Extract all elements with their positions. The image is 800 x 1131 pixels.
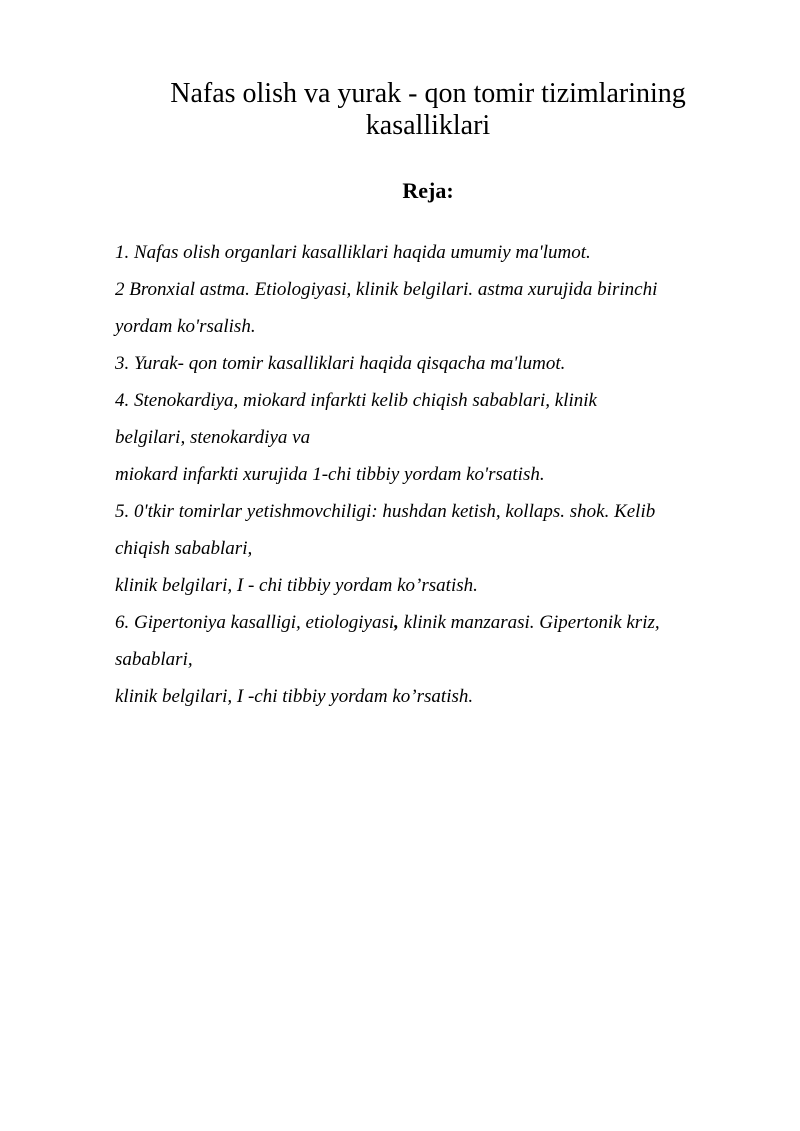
plan-list xyxy=(115,234,755,715)
plan-line xyxy=(115,604,755,641)
title-line-1: Nafas olish va yurak - qon tomir tizimlarining xyxy=(170,78,686,109)
plan-line: 3. Yurak- qon tomir kasalliklari haqida qisqacha ma'lumot. xyxy=(115,353,566,374)
plan-line: 4. Stenokardiya, miokard infarkti kelib chiqish sabablari, klinik xyxy=(115,390,597,411)
plan-line-part: 6. Gipertoniya kasalligi, etiologiyasi xyxy=(115,612,395,633)
plan-line: klinik belgilari, I -chi tibbiy yordam ko’rsatish. xyxy=(115,686,474,707)
plan-line-part: klinik manzarasi. Gipertonik kriz, xyxy=(398,612,660,633)
plan-line: klinik belgilari, I - chi tibbiy yordam ko’rsatish. xyxy=(115,575,478,596)
plan-line: 1. Nafas olish organlari kasalliklari haqida umumiy ma'lumot. xyxy=(115,242,591,263)
plan-heading: Reja: xyxy=(402,178,454,203)
document-title xyxy=(100,78,756,142)
plan-line-bold-comma: , xyxy=(394,612,399,633)
plan-line: 5. 0'tkir tomirlar yetishmovchiligi: hushdan ketish, kollaps. shok. Kelib xyxy=(115,501,656,522)
plan-line: sabablari, xyxy=(115,649,193,670)
plan-line: 2 Bronxial astma. Etiologiyasi, klinik belgilari. astma xurujida birinchi xyxy=(115,279,658,300)
plan-line: miokard infarkti xurujida 1-chi tibbiy yordam ko'rsatish. xyxy=(115,464,545,485)
plan-line: yordam ko'rsalish. xyxy=(115,316,256,337)
title-line-2: kasalliklari xyxy=(365,110,491,141)
plan-line: belgilari, stenokardiya va xyxy=(115,427,311,448)
plan-line: chiqish sabablari, xyxy=(115,538,253,559)
